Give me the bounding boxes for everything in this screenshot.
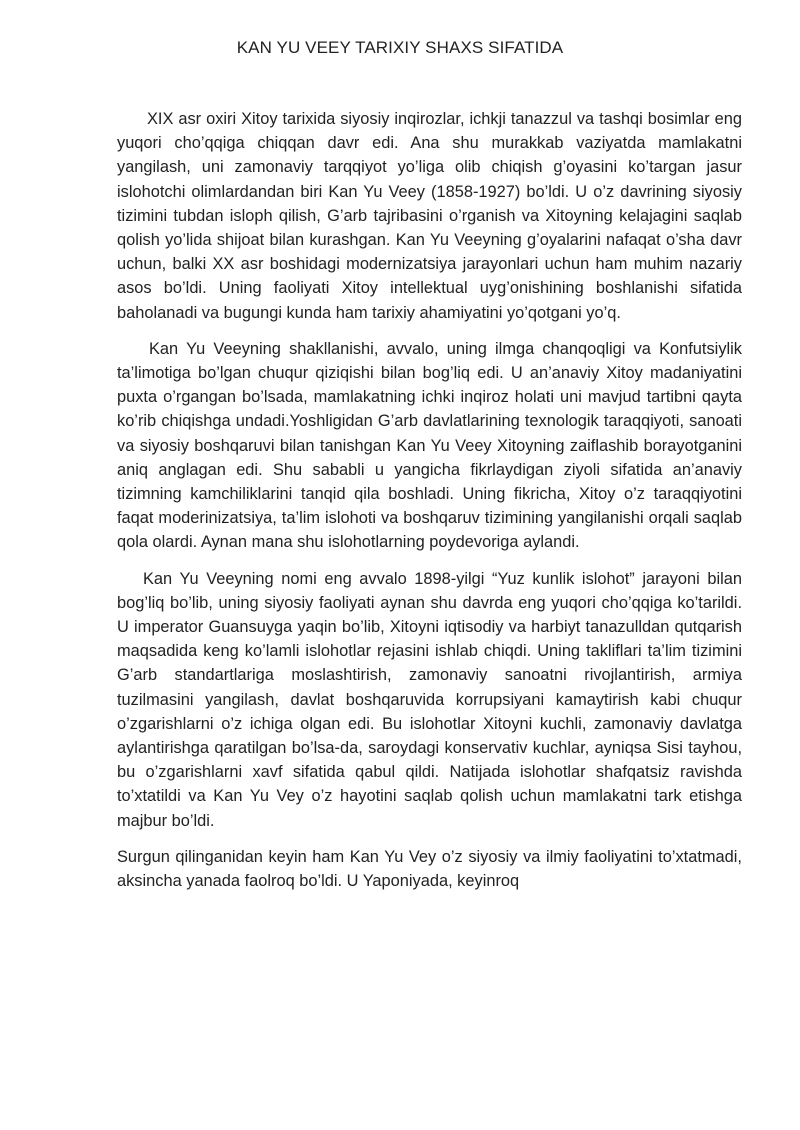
paragraph-hundred-days-reform: Kan Yu Veeyning nomi eng avvalo 1898-yilgi “Yuz kunlik islohot” jarayoni bilan bog’liq bo’lib, uning siyosiy faoliyati aynan shu davrda eng yuqori cho’qqiga ko’tarildi. U imperator Guansuyga yaqin bo’lib, Xitoyni iqtisodiy va harbiyt tanazulldan qutqarish maqsadida keng ko’lamli islohotlar rejasini ishlab chiqdi. Uning takliflari ta’lim tizimini G’arb standartlariga moslashtirish, zamonaviy sanoatni rivojlantirish, armiya tuzilmasini yangilash, davlat boshqaruvida korrupsiyani kamaytirish kabi chuqur o’zgarishlarni o’z ichiga olgan edi. Bu islohotlar Xitoyni kuchli, zamonaviy davlatga aylantirishga qaratilgan bo’lsa-da, saroydagi konservativ kuchlar, ayniqsa Sisi tayhou, bu o’zgarishlarni xavf sifatida qabul qildi. Natijada islohotlar shafqatsiz ravishda to’xtatildi va Kan Yu Vey o’z hayotini saqlab qolish uchun mamlakatni tark etishga majbur bo’ldi. [117,569,742,830]
paragraph-exile: Surgun qilinganidan keyin ham Kan Yu Vey o’z siyosiy va ilmiy faoliyatini to’xtatmadi, aksincha yanada faolroq bo’ldi. U Yaponiyada, keyinroq [117,847,742,891]
paragraph-intro: XIX asr oxiri Xitoy tarixida siyosiy inqirozlar, ichkji tanazzul va tashqi bosimlar eng yuqori cho’qqiga chiqqan davr edi. Ana shu murakkab vaziyatda mamlakatni yangilash, uni zamonaviy tarqqiyot yo’liga olib chiqish g’oyasini ko’targan jasur islohotchi olimlardandan biri Kan Yu Veey (1858-1927) bo’ldi. U o’z davrining siyosiy tizimini tubdan isloph qilish, G’arb tajribasini o’rganish va Xitoyning kelajagini saqlab qolish yo’lida shijoat bilan kurashgan. Kan Yu Veeyning g’oyalarini nafaqat o’sha davr uchun, balki XX asr boshidagi modernizatsiya jarayonlari uchun ham muhim nazariy asos bo’ldi. Uning faoliyati Xitoy intellektual uyg’onishining boshlanishi sifatida baholanadi va bugungi kunda ham tarixiy ahamiyatini yo’qotgani yo’q. [117,110,742,322]
document-title: KAN YU VEEY TARIXIY SHAXS SIFATIDA [236,38,564,57]
document-body [117,107,742,905]
paragraph-formation: Kan Yu Veeyning shakllanishi, avvalo, uning ilmga chanqoqligi va Konfutsiylik ta’limotiga bo’lgan chuqur qiziqishi bilan bog’liq edi. U an’anaviy Xitoy madaniyatini puxta o’rgangan bo’lsada, mamlakatning ichki inqiroz holati uni mavjud tartibni qayta ko’rib chiqishga undadi.Yoshligidan G’arb davlatlarining texnologik taraqqiyoti, sanoati va siyosiy boshqaruvi bilan tanishgan Kan Yu Veey Xitoyning zaiflashib borayotganini aniq anglagan edi. Shu sababli u yangicha fikrlaydigan ziyoli sifatida an’anaviy tizimning kamchiliklarini tanqid qila boshladi. Uning fikricha, Xitoy o’z taraqqiyotini faqat moderinizatsiya, ta’lim islohoti va boshqaruv tizimining yangilanishi orqali saqlab qola olardi. Aynan mana shu islohotlarning poydevoriga aylandi. [117,339,742,552]
